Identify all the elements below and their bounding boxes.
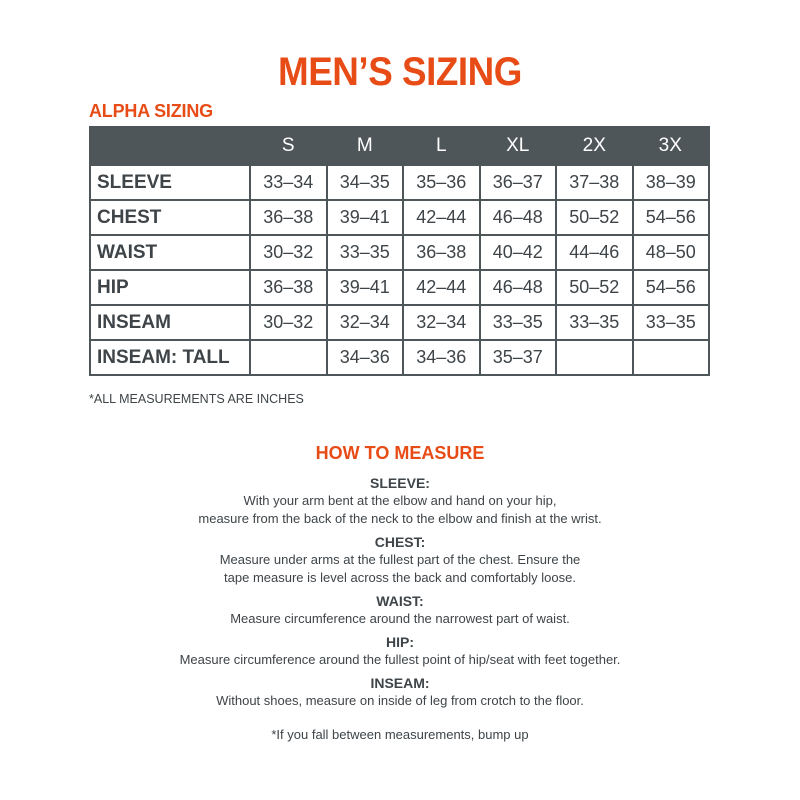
table-cell: 42–44 — [403, 270, 480, 305]
table-cell: 50–52 — [556, 270, 633, 305]
table-cell: 54–56 — [633, 270, 710, 305]
how-to-measure-list — [0, 474, 800, 715]
table-header-row — [90, 127, 709, 165]
measure-description — [0, 551, 800, 587]
section-title-alpha-sizing: ALPHA SIZING — [89, 101, 213, 121]
table-cell: 35–36 — [403, 165, 480, 200]
measure-heading: WAIST: — [376, 593, 424, 609]
measure-line: Measure circumference around the fullest point of hip/seat with feet together. — [179, 652, 621, 667]
table-cell: 33–34 — [250, 165, 327, 200]
measure-line: Measure circumference around the narrowest part of waist. — [230, 611, 570, 626]
row-label: CHEST — [90, 200, 250, 235]
measure-line: With your arm bent at the elbow and hand on your hip, — [243, 493, 557, 508]
table-cell: 32–34 — [327, 305, 404, 340]
row-label: INSEAM: TALL — [90, 340, 250, 375]
measure-description — [0, 610, 800, 628]
table-row — [90, 340, 709, 375]
table-cell: 32–34 — [403, 305, 480, 340]
table-cell: 36–38 — [250, 200, 327, 235]
table-cell: 30–32 — [250, 305, 327, 340]
column-header: 3X — [633, 127, 710, 165]
table-cell: 48–50 — [633, 235, 710, 270]
table-cell — [633, 340, 710, 375]
table-cell: 36–38 — [403, 235, 480, 270]
table-cell: 39–41 — [327, 270, 404, 305]
column-header: 2X — [556, 127, 633, 165]
measure-item-inseam — [0, 674, 800, 710]
table-cell: 36–37 — [480, 165, 557, 200]
table-cell: 54–56 — [633, 200, 710, 235]
measure-heading: CHEST: — [374, 534, 426, 550]
table-cell: 30–32 — [250, 235, 327, 270]
measure-line: Measure under arms at the fullest part of the chest. Ensure the — [219, 552, 581, 567]
table-cell: 35–37 — [480, 340, 557, 375]
measure-item-hip — [0, 633, 800, 669]
row-label: SLEEVE — [90, 165, 250, 200]
column-header: XL — [480, 127, 557, 165]
measure-item-sleeve — [0, 474, 800, 528]
table-cell: 46–48 — [480, 270, 557, 305]
measure-line: measure from the back of the neck to the elbow and finish at the wrist. — [198, 511, 602, 526]
measure-line: Without shoes, measure on inside of leg from crotch to the floor. — [216, 693, 584, 708]
table-cell — [556, 340, 633, 375]
table-cell: 38–39 — [633, 165, 710, 200]
table-cell: 42–44 — [403, 200, 480, 235]
table-cell: 34–36 — [403, 340, 480, 375]
column-header: M — [327, 127, 404, 165]
table-cell: 34–36 — [327, 340, 404, 375]
how-to-measure-title: HOW TO MEASURE — [315, 443, 485, 463]
size-chart-table — [89, 126, 710, 376]
table-row — [90, 235, 709, 270]
measure-item-waist — [0, 592, 800, 628]
table-row — [90, 270, 709, 305]
table-row — [90, 165, 709, 200]
measurement-unit-footnote: *ALL MEASUREMENTS ARE INCHES — [89, 392, 304, 406]
table-cell: 33–35 — [480, 305, 557, 340]
table-cell: 39–41 — [327, 200, 404, 235]
measure-heading: INSEAM: — [370, 675, 430, 691]
table-cell: 33–35 — [556, 305, 633, 340]
table-cell: 33–35 — [633, 305, 710, 340]
table-cell: 33–35 — [327, 235, 404, 270]
column-header: S — [250, 127, 327, 165]
bump-up-note: *If you fall between measurements, bump up — [271, 727, 529, 742]
measure-heading: HIP: — [386, 634, 414, 650]
row-label: HIP — [90, 270, 250, 305]
table-cell: 46–48 — [480, 200, 557, 235]
table-row — [90, 305, 709, 340]
column-header: L — [403, 127, 480, 165]
table-cell: 36–38 — [250, 270, 327, 305]
measure-heading: SLEEVE: — [370, 475, 430, 491]
table-row — [90, 200, 709, 235]
table-cell: 37–38 — [556, 165, 633, 200]
measure-description — [0, 692, 800, 710]
table-cell: 50–52 — [556, 200, 633, 235]
measure-description — [0, 651, 800, 669]
table-corner-cell — [90, 127, 250, 165]
measure-item-chest — [0, 533, 800, 587]
table-cell: 40–42 — [480, 235, 557, 270]
table-cell: 44–46 — [556, 235, 633, 270]
page-title: MEN’S SIZING — [278, 50, 522, 94]
table-cell — [250, 340, 327, 375]
row-label: WAIST — [90, 235, 250, 270]
table-cell: 34–35 — [327, 165, 404, 200]
row-label: INSEAM — [90, 305, 250, 340]
measure-description — [0, 492, 800, 528]
measure-line: tape measure is level across the back and comfortably loose. — [224, 570, 576, 585]
